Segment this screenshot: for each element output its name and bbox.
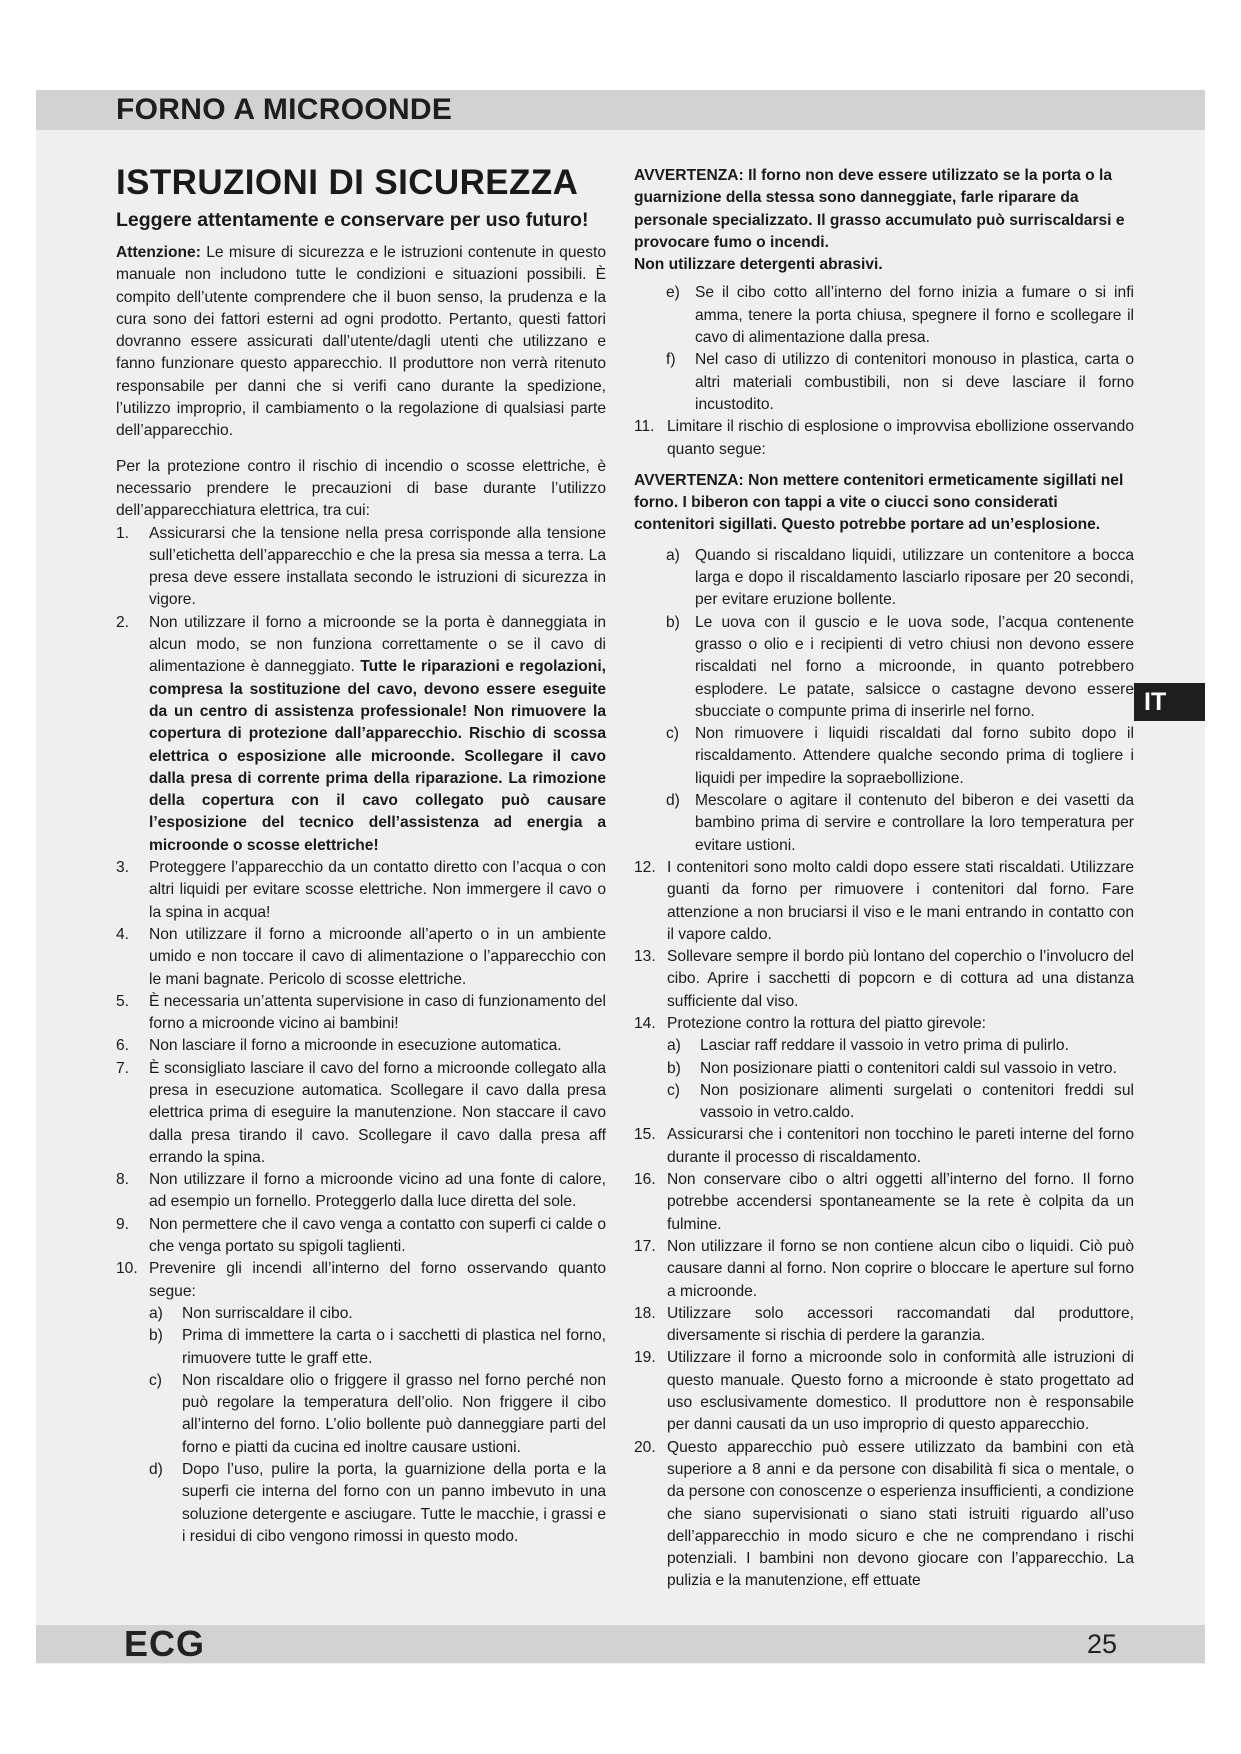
warning-abrasives: Non utilizzare detergenti abrasivi. [634, 256, 883, 274]
list-item: 15. Assicurarsi che i contenitori non tocchino le pareti interne del forno durante il processo di riscaldamento. [634, 1126, 1134, 1166]
list-item: 6. Non lasciare il forno a microonde in esecuzione automatica. [116, 1037, 562, 1055]
sub-list-item: b) Non posizionare piatti o contenitori caldi sul vassoio in vetro. [667, 1059, 1117, 1077]
section-title: ISTRUZIONI DI SICUREZZA [116, 163, 579, 202]
sub-list-item: d) Dopo l’uso, pulire la porta, la guarnizione della porta e la superfi cie interna del forno con un panno imbevuto in una soluzione detergente e asciugare. Tutte le macchie, i grassi e i residui di cibo vengono rimossi in questo modo. [149, 1461, 606, 1545]
left-column [116, 162, 606, 1548]
list-item: 9. Non permettere che il cavo venga a contatto con superfi ci calde o che venga portato su spigoli taglienti. [116, 1215, 606, 1256]
footer-bar [36, 1625, 1205, 1663]
list-item: 3. Proteggere l’apparecchio da un contatto diretto con l’acqua o con altri liquidi per evitare scosse elettriche. Non immergere il cavo o la spina in acqua! [116, 859, 606, 921]
sub-list-item: a) Quando si riscaldano liquidi, utilizzare un contenitore a bocca larga e dopo il riscaldamento lasciarlo riposare per 20 secondi, per evitare eruzione bollente. [666, 546, 1134, 609]
list-item: 12. I contenitori sono molto caldi dopo essere stati riscaldati. Utilizzare guanti da forno per rimuovere i contenitori dal forno. Fare attenzione a non bruciarsi il viso e le mani entrando in contatto con il vapore caldo. [634, 858, 1134, 943]
list-item: 17. Non utilizzare il forno se non contiene alcun cibo o liquidi. Ciò può causare danni al forno. Non coprire o bloccare le aperture sul forno a microonde. [634, 1237, 1134, 1300]
safety-list-right-a [634, 416, 1134, 461]
sub-list-item: a) Non surriscaldare il cibo. [149, 1304, 353, 1322]
warning-paragraph-2: AVVERTENZA: Non mettere contenitori ermeticamente sigillati nel forno. I biberon con tappi a vite o ciucci sono considerati contenitori sigillati. Questo potrebbe portare ad un’esplosione. [634, 471, 1124, 534]
list-item: 4. Non utilizzare il forno a microonde all’aperto o in un ambiente umido e non toccare il cavo di alimentazione o l’apparecchio con le mani bagnate. Pericolo di scosse elettriche. [116, 925, 606, 988]
list-item: 5. È necessaria un’attenta supervisione in caso di funzionamento del forno a microonde vicino ai bambini! [116, 992, 606, 1033]
sub-list-11 [634, 545, 1134, 857]
sub-list-item: a) Lasciar raff reddare il vassoio in vetro prima di pulirlo. [667, 1037, 1069, 1055]
list-item: 18. Utilizzare solo accessori raccomandati dal produttore, diversamente si rischia di perdere la garanzia. [634, 1304, 1134, 1345]
brand-logo: ECG [124, 1623, 206, 1664]
list-item: 14. Protezione contro la rottura del piatto girevole: a) Lasciar raff reddare il vassoio in vetro prima di pulirlo. b) Non posizionare piatti o contenitori caldi sul vassoio in vetro. c) Non posizionare alimenti surgelati o contenitori freddi sul vassoio in vetro.caldo. [634, 1013, 1134, 1124]
list-item: 2. Non utilizzare il forno a microonde se la porta è danneggiata in alcun modo, se non funziona correttamente o se il cavo di alimentazione è danneggiato. Tutte le riparazioni e regolazioni, compresa la sostituzione del cavo, devono essere eseguite da un centro di assistenza professionale! Non rimuovere la copertura di protezione dall’apparecchio. Rischio di scossa elettrica o esposizione alle microonde. Scollegare il cavo dalla presa di corrente prima della riparazione. La rimozione della copertura con il cavo collegato può causare l’esposizione del tecnico dell’assistenza ad energia a microonde o scosse elettriche! [116, 613, 607, 854]
intro-paragraph: Per la protezione contro il rischio di incendio o scosse elettriche, è necessario prendere le precauzioni di base durante l’utilizzo dell’apparecchiatura elettrica, tra cui: [116, 457, 606, 520]
list-item: 19. Utilizzare il forno a microonde solo in conformità alle istruzioni di questo manuale. Questo forno a microonde è stato progettato ad uso esclusivamente domestico. Il produttore non è responsabile per danni causati da un uso improprio di questo apparecchio. [634, 1349, 1134, 1434]
section-subtitle: Leggere attentamente e conservare per uso futuro! [116, 209, 589, 231]
attention-text: Le misure di sicurezza e le istruzioni contenute in questo manuale non includono tutte le condizioni e situazioni possibili. È compito dell’utente comprendere che il buon senso, la prudenza e la cura sono dei fattori esterni ad ogni prodotto. Pertanto, questi fattori dovranno essere assicurati dall’utente/dagli utenti che utilizzano e fanno funzionare questo apparecchio. Il produttore non verrà ritenuto responsabile per danni che si verifi cano durante la spedizione, l’utilizzo improprio, il cambiamento o la regolazione di qualsiasi parte dell’apparecchio. [116, 244, 606, 440]
safety-list-left [116, 523, 606, 1549]
list-item: 20. Questo apparecchio può essere utilizzato da bambini con età superiore a 8 anni e da persone con disabilità fi sica o mentale, o da persone con conoscenze o esperienza insufficienti, a condizione che siano supervisionati o siano stati istruiti riguardo all’uso dell’apparecchio in modo sicuro e che ne comprendano i rischi potenziali. I bambini non devono giocare con l’apparecchio. La pulizia e la manutenzione, eff ettuate [634, 1438, 1134, 1590]
sub-list-item: d) Mescolare o agitare il contenuto del biberon e dei vasetti da bambino prima di servire e controllare la loro temperatura per evitare ustioni. [666, 792, 1134, 854]
list-item: 8. Non utilizzare il forno a microonde vicino ad una fonte di calore, ad esempio un fornello. Proteggerlo dalla luce diretta del sole. [116, 1171, 606, 1211]
right-column [634, 165, 1134, 1593]
sub-list-14 [667, 1035, 1134, 1124]
language-tab: IT [1134, 683, 1205, 721]
sub-list-continued [634, 282, 1134, 416]
header-title: FORNO A MICROONDE [116, 93, 453, 126]
sub-list [149, 1303, 606, 1548]
sub-list-item: c) Non riscaldare olio o friggere il grasso nel forno perché non può regolare la temperatura dell’olio. Non friggere il cibo all’interno del forno. L’olio bollente può danneggiare parti del forno e piatti da cucina ed inoltre causare ustioni. [149, 1371, 606, 1456]
page-number: 25 [1087, 1629, 1118, 1659]
list-item: 16. Non conservare cibo o altri oggetti all’interno del forno. Il forno potrebbe accendersi spontaneamente se la rete è colpita da un fulmine. [634, 1171, 1134, 1233]
sub-list-item: c) Non posizionare alimenti surgelati o contenitori freddi sul vassoio in vetro.caldo. [667, 1081, 1134, 1122]
sub-list-item: e) Se il cibo cotto all’interno del forno inizia a fumare o si infi amma, tenere la porta chiusa, spegnere il forno e scollegare il cavo di alimentazione dalla presa. [666, 284, 1134, 347]
sub-list-item: b) Le uova con il guscio e le uova sode, l’acqua contenente grasso o olio e i recipienti di vetro chiusi non devono essere riscaldati nel forno a microonde, in quanto potrebbero esplodere. Le patate, salsicce o castagne devono essere sbucciate o compunte prima di inserirle nel forno. [666, 613, 1134, 720]
list-item: 10. Prevenire gli incendi all’interno del forno osservando quanto segue: a) Non surriscaldare il cibo. b) Prima di immettere la carta o i sacchetti di plastica nel forno, rimuovere tutte le graff ette. c) Non riscaldare olio o friggere il grasso nel forno perché non può regolare la temperatura dell’olio. Non friggere il cibo all’interno del forno. L’olio bollente può danneggiare parti del forno e piatti da cucina ed inoltre causare ustioni. d) Dopo l’uso, pulire la porta, la guarnizione della porta e la superfi cie interna del forno con un panno imbevuto in una soluzione detergente e asciugare. Tutte le macchie, i grassi e i residui di cibo vengono rimossi in questo modo. [116, 1258, 606, 1548]
list-item: 7. È sconsigliato lasciare il cavo del forno a microonde collegato alla presa in esecuzione automatica. Scollegare il cavo dalla presa elettrica prima di eseguire la manutenzione. Non staccare il cavo dalla presa tirando il cavo. Scollegare il cavo dalla presa aff errando la spina. [116, 1059, 606, 1166]
sub-list-item: b) Prima di immettere la carta o i sacchetti di plastica nel forno, rimuovere tutte le graff ette. [149, 1327, 606, 1367]
list-item: 11. Limitare il rischio di esplosione o improvvisa ebollizione osservando quanto segue: [634, 418, 1134, 458]
safety-list-right-b [634, 857, 1134, 1593]
sub-list-item: f) Nel caso di utilizzo di contenitori monouso in plastica, carta o altri materiali combustibili, non si deve lasciare il forno incustodito. [666, 351, 1134, 413]
attention-label: Attenzione: [116, 244, 201, 261]
sub-list-item: c) Non rimuovere i liquidi riscaldati dal forno subito dopo il riscaldamento. Attendere qualche secondo prima di togliere i liquidi per impedire la sopraebollizione. [666, 725, 1134, 787]
warning-paragraph: AVVERTENZA: Il forno non deve essere utilizzato se la porta o la guarnizione della stessa sono danneggiate, farle riparare da personale specializzato. Il grasso accumulato può surriscaldarsi e provocare fumo o incendi. [634, 167, 1125, 251]
list-item: 1. Assicurarsi che la tensione nella presa corrisponde alla tensione sull’etichetta dell’apparecchio e che la presa sia messa a terra. La presa deve essere installata secondo le istruzioni di sicurezza in vigore. [116, 524, 606, 609]
list-item: 13. Sollevare sempre il bordo più lontano del coperchio o l’involucro del cibo. Aprire i sacchetti di popcorn e di cottura ad una distanza sufficiente dal viso. [634, 948, 1134, 1010]
attention-paragraph [116, 242, 606, 443]
